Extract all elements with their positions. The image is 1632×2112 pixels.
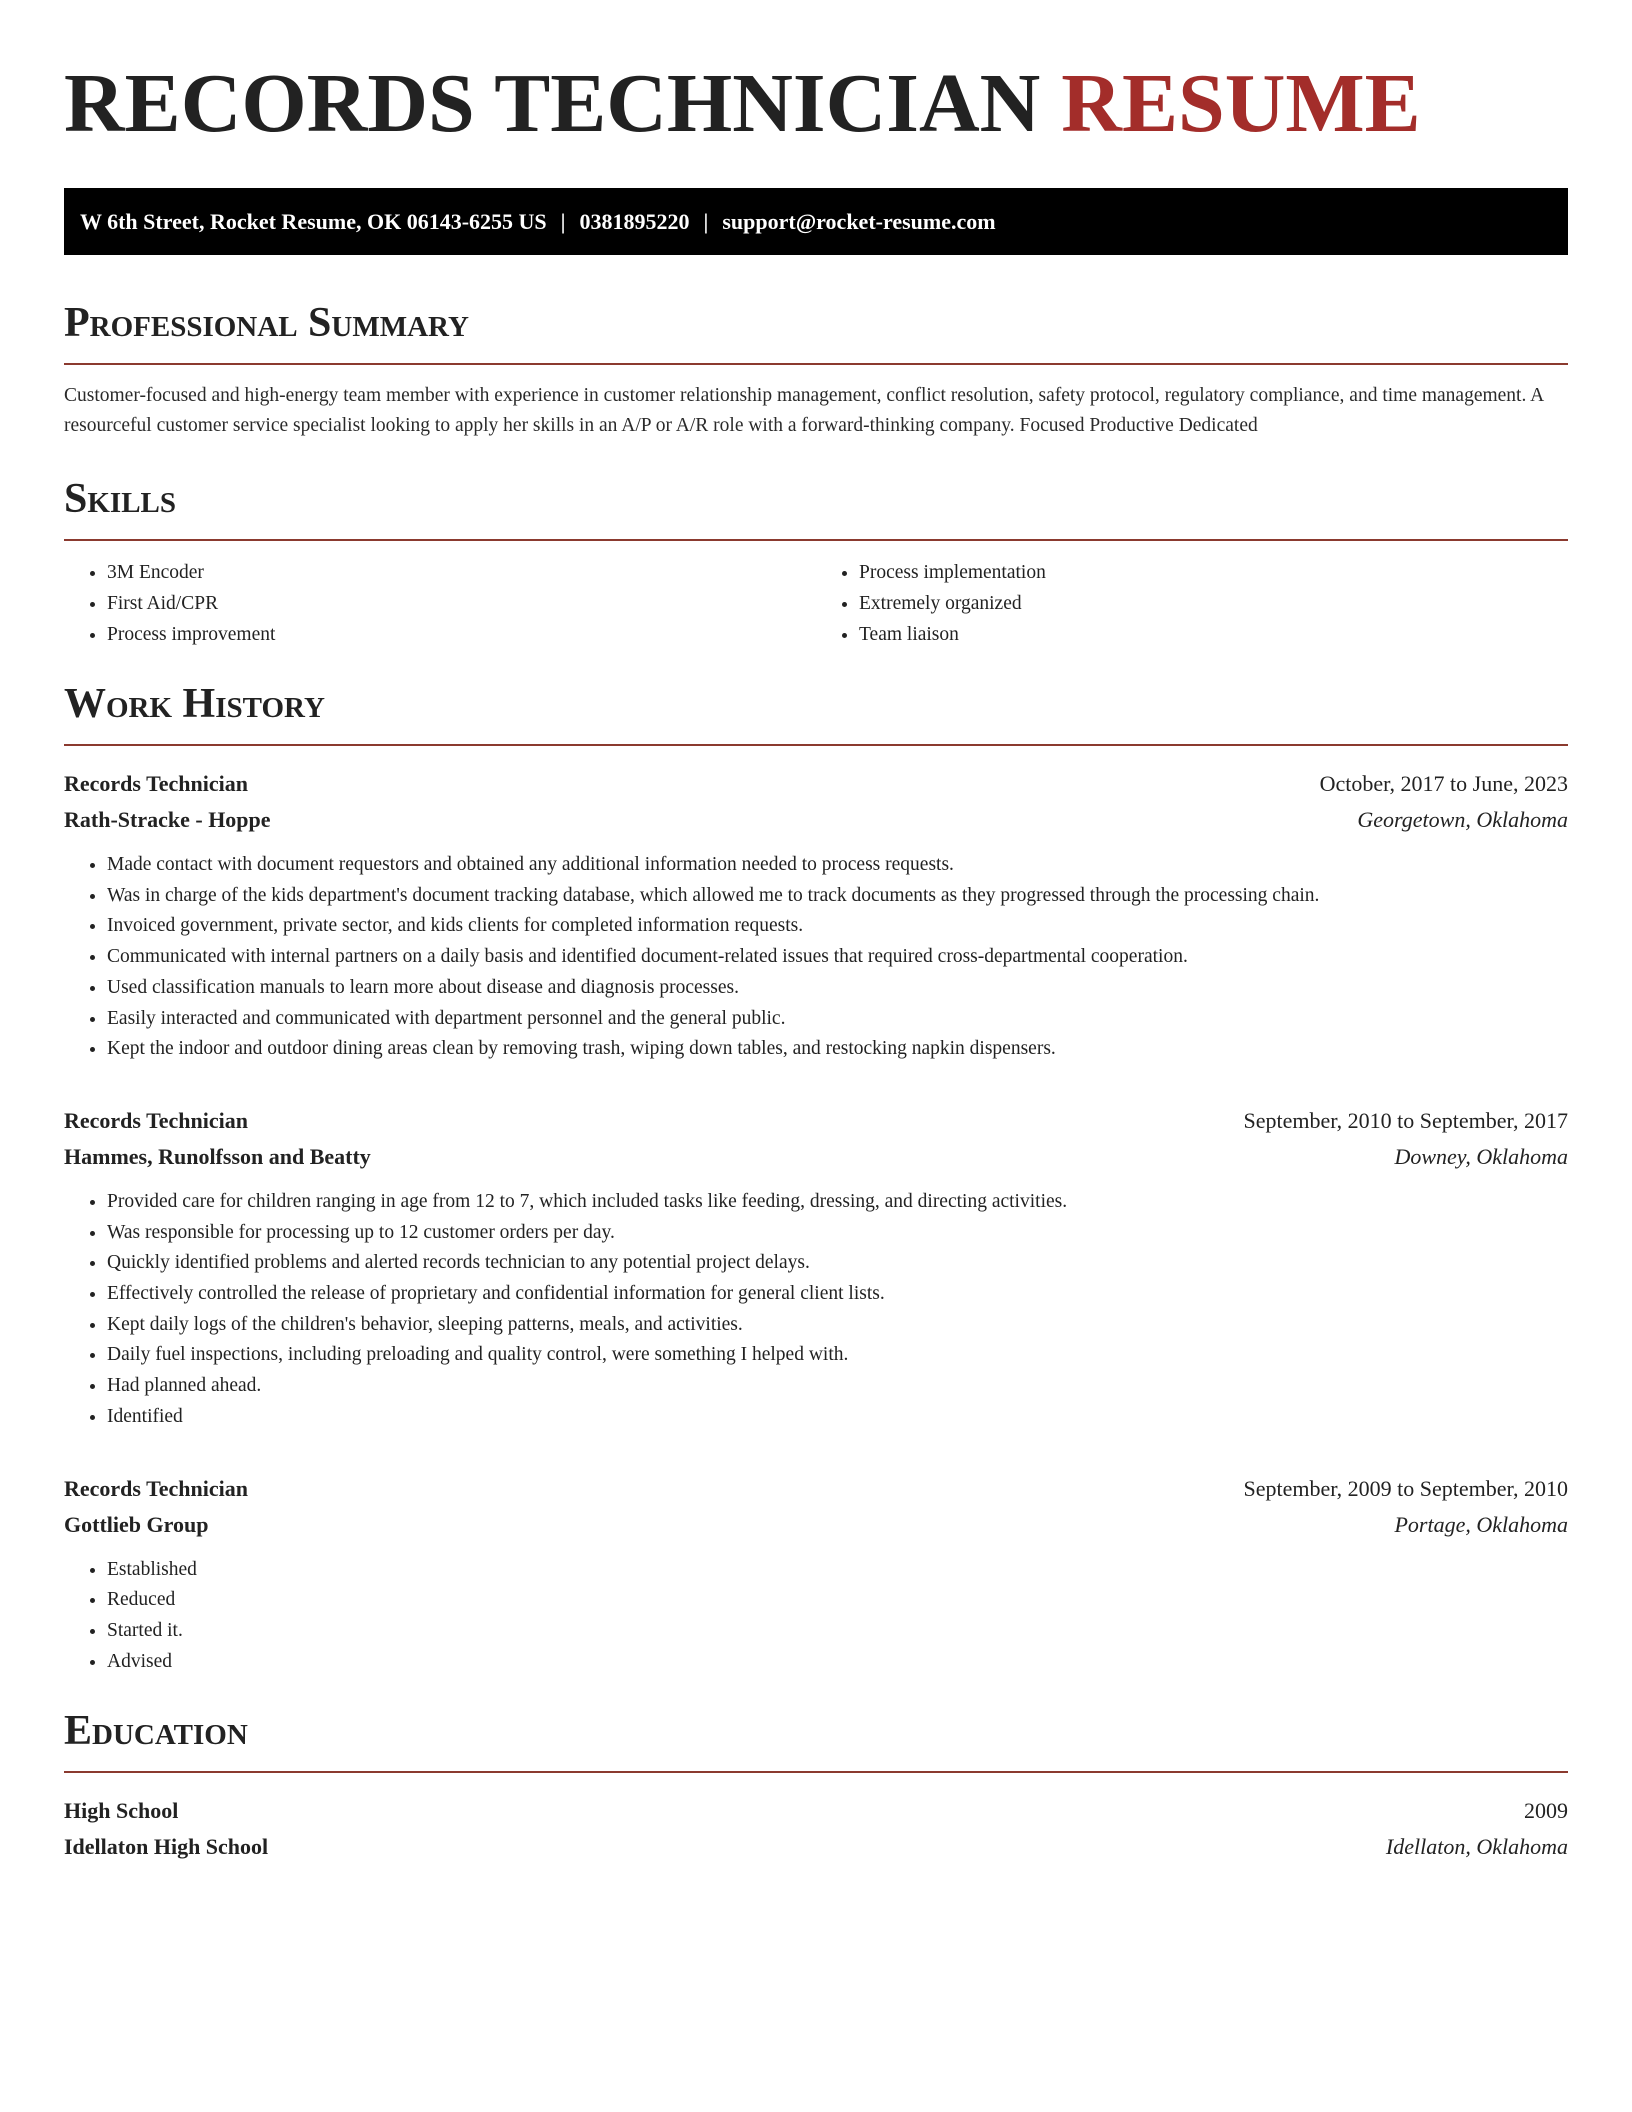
list-item: • Kept daily logs of the children's behavior, sleeping patterns, meals, and activities.	[107, 1310, 1568, 1341]
contact-separator: |	[560, 209, 566, 234]
education-header-row	[64, 1793, 1568, 1829]
job-dates: September, 2009 to September, 2010	[1243, 1475, 1568, 1501]
list-item: • Provided care for children ranging in age from 12 to 7, which included tasks like feeding, dressing, and directing activities.	[107, 1187, 1568, 1218]
title-main: RECORDS TECHNICIAN	[64, 57, 1041, 150]
list-item: • Was responsible for processing up to 12 customer orders per day.	[107, 1218, 1568, 1249]
list-item: • Effectively controlled the release of proprietary and confidential information for general client lists.	[107, 1279, 1568, 1310]
work-history-section	[64, 680, 1568, 1677]
skills-column-left	[64, 557, 816, 650]
job-header-row	[64, 1103, 1568, 1139]
job-company: Rath-Stracke - Hoppe	[64, 807, 271, 832]
contact-separator: |	[703, 209, 709, 234]
job-duties-list	[64, 1555, 1568, 1678]
job-company-row	[64, 1139, 1568, 1175]
contact-email[interactable]: support@rocket-resume.com	[722, 209, 996, 234]
education-year: 2009	[1524, 1798, 1568, 1824]
list-item: • Established	[107, 1555, 1568, 1586]
list-item: • Used classification manuals to learn more about disease and diagnosis processes.	[107, 973, 1568, 1004]
skills-heading: Skills	[64, 476, 177, 522]
skill-item: • Extremely organized	[859, 588, 1568, 619]
job-company-row	[64, 1507, 1568, 1543]
section-divider	[64, 539, 1568, 541]
skills-section	[64, 475, 1568, 650]
section-divider	[64, 744, 1568, 746]
education-degree: High School	[64, 1798, 179, 1824]
contact-phone: 0381895220	[579, 209, 690, 234]
skill-item: • 3M Encoder	[107, 557, 816, 588]
list-item: • Reduced	[107, 1585, 1568, 1616]
job-header-row	[64, 1471, 1568, 1507]
list-item: • Had planned ahead.	[107, 1371, 1568, 1402]
list-item: • Kept the indoor and outdoor dining areas clean by removing trash, wiping down tables, and restocking napkin dispensers.	[107, 1034, 1568, 1065]
section-divider	[64, 363, 1568, 365]
job-entry	[64, 1103, 1568, 1433]
list-item: • Daily fuel inspections, including preloading and quality control, were something I helped with.	[107, 1340, 1568, 1371]
job-duties-list	[64, 850, 1568, 1065]
skill-item: • Team liaison	[859, 619, 1568, 650]
education-section	[64, 1707, 1568, 1865]
job-title: Records Technician	[64, 1107, 248, 1133]
job-duties-list	[64, 1187, 1568, 1433]
job-entry	[64, 1471, 1568, 1678]
skills-list	[64, 557, 1568, 650]
education-school-row	[64, 1829, 1568, 1865]
section-divider	[64, 1771, 1568, 1773]
summary-text: Customer-focused and high-energy team member with experience in customer relationship management, conflict resolution, safety protocol, regulatory compliance, and time management. A resourceful customer service specialist looking to apply her skills in an A/P or A/R role with a forward-thinking company. Focused Productive Dedicated	[64, 385, 1544, 436]
job-title: Records Technician	[64, 771, 248, 796]
skills-column-right	[816, 557, 1568, 650]
list-item: • Advised	[107, 1647, 1568, 1678]
job-title: Records Technician	[64, 1475, 248, 1501]
skill-item: • First Aid/CPR	[107, 588, 816, 619]
resume-title	[64, 56, 1568, 152]
job-location: Portage, Oklahoma	[1394, 1511, 1568, 1537]
job-company: Hammes, Runolfsson and Beatty	[64, 1143, 371, 1169]
list-item: • Easily interacted and communicated with department personnel and the general public.	[107, 1004, 1568, 1035]
list-item: • Made contact with document requestors and obtained any additional information needed to process requests.	[107, 850, 1568, 881]
skill-item: • Process improvement	[107, 619, 816, 650]
summary-heading: Professional Summary	[64, 300, 469, 346]
contact-address: W 6th Street, Rocket Resume, OK 06143-6255 US	[80, 209, 547, 234]
list-item: • Was in charge of the kids department's document tracking database, which allowed me to track documents as they progressed through the processing chain.	[107, 881, 1568, 912]
job-location: Downey, Oklahoma	[1394, 1143, 1568, 1169]
education-entry	[64, 1793, 1568, 1865]
work-history-heading: Work History	[64, 681, 325, 727]
list-item: • Quickly identified problems and alerted records technician to any potential project delays.	[107, 1248, 1568, 1279]
list-item: • Identified	[107, 1402, 1568, 1433]
list-item: • Started it.	[107, 1616, 1568, 1647]
job-entry	[64, 766, 1568, 1065]
title-accent: RESUME	[1061, 57, 1421, 150]
job-company-row	[64, 802, 1568, 838]
job-company: Gottlieb Group	[64, 1511, 209, 1537]
education-school: Idellaton High School	[64, 1834, 269, 1860]
education-location: Idellaton, Oklahoma	[1385, 1834, 1568, 1860]
summary-section	[64, 299, 1568, 441]
job-location: Georgetown, Oklahoma	[1357, 807, 1568, 832]
job-dates: October, 2017 to June, 2023	[1319, 771, 1568, 796]
list-item: • Communicated with internal partners on a daily basis and identified document-related issues that required cross-departmental cooperation.	[107, 942, 1568, 973]
job-header-row	[64, 766, 1568, 802]
list-item: • Invoiced government, private sector, and kids clients for completed information requests.	[107, 911, 1568, 942]
skill-item: • Process implementation	[859, 557, 1568, 588]
education-heading: Education	[64, 1708, 248, 1755]
job-dates: September, 2010 to September, 2017	[1243, 1107, 1568, 1133]
contact-bar	[64, 188, 1568, 255]
